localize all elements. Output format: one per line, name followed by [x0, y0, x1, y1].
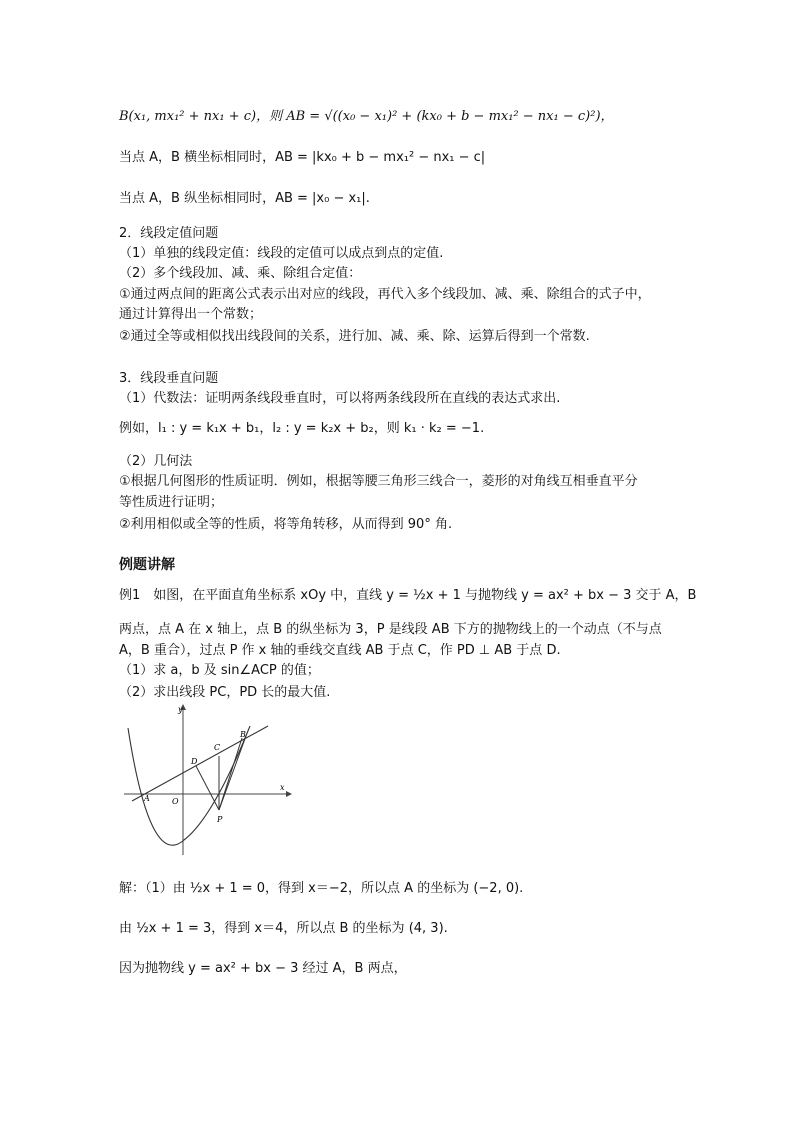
point-p-label: P	[217, 815, 223, 824]
text-line: ②通过全等或相似找出线段间的关系，进行加、减、乘、除、运算后得到一个常数.	[119, 329, 590, 344]
text-line: （2）多个线段加、减、乘、除组合定值：	[119, 266, 362, 281]
text-line: ②利用相似或全等的性质，将等角转移，从而得到 90° 角.	[119, 517, 453, 532]
text-line: 等性质进行证明；	[119, 495, 224, 510]
example-text-line: A，B 重合），过点 P 作 x 轴的垂线交直线 AB 于点 C，作 PD ⊥ AB 于点 D.	[119, 643, 561, 658]
example-text-line: （1）求 a，b 及 sin∠ACP 的值；	[119, 663, 320, 678]
solution-text-line: 解：（1）由 ½x + 1 = 0，得到 x＝−2，所以点 A 的坐标为 (−2, 0).	[119, 881, 524, 896]
example-text-line: 两点，点 A 在 x 轴上，点 B 的纵坐标为 3，P 是线段 AB 下方的抛物线上的一个动点（不与点	[119, 622, 662, 637]
x-axis-label: x	[280, 783, 285, 792]
text-line: ①通过两点间的距离公式表示出对应的线段，再代入多个线段加、减、乘、除组合的式子中，	[119, 287, 651, 302]
parabola-curve	[128, 726, 250, 845]
text-line: （2）几何法	[119, 454, 193, 469]
section-heading: 2．线段定值问题	[119, 226, 219, 241]
text-line: 当点 A，B 横坐标相同时，AB = |kx₀ + b − mx₁² − nx₁ − c|	[119, 150, 486, 165]
example-text-line: 例1 如图，在平面直角坐标系 xOy 中，直线 y = ½x + 1 与抛物线 y = ax² + bx − 3 交于 A，B	[119, 588, 697, 603]
point-b-label: B	[240, 730, 246, 739]
text-line: ①根据几何图形的性质证明．例如，根据等腰三角形三线合一，菱形的对角线互相垂直平分	[119, 474, 638, 489]
text-line: 例如，l₁ : y = k₁x + b₁，l₂ : y = k₂x + b₂，则 k₁ · k₂ = −1.	[119, 421, 485, 436]
origin-label: O	[172, 797, 179, 806]
section-heading-examples: 例题讲解	[119, 557, 175, 573]
segment-pd	[196, 766, 219, 810]
section-heading: 3．线段垂直问题	[119, 371, 219, 386]
text-line: （1）代数法：证明两条线段垂直时，可以将两条线段所在直线的表达式求出.	[119, 391, 561, 406]
point-a-label: A	[144, 794, 150, 803]
text-line: 当点 A，B 纵坐标相同时，AB = |x₀ − x₁|.	[119, 191, 370, 206]
y-axis-label: y	[178, 705, 183, 714]
segment-pb-2	[219, 736, 246, 810]
example-text-line: （2）求出线段 PC，PD 长的最大值.	[119, 685, 331, 700]
solution-text-line: 由 ½x + 1 = 3，得到 x＝4，所以点 B 的坐标为 (4, 3).	[119, 921, 448, 936]
text-line: B(x₁, mx₁² + nx₁ + c)，则 AB = √((x₀ − x₁)² + (kx₀ + b − mx₁² − nx₁ − c)²)，	[119, 109, 614, 124]
x-axis-arrow-icon	[286, 791, 292, 797]
solution-text-line: 因为抛物线 y = ax² + bx − 3 经过 A，B 两点，	[119, 961, 407, 976]
point-c-label: C	[214, 743, 221, 752]
parabola-figure	[118, 700, 293, 860]
text-line: （1）单独的线段定值：线段的定值可以成点到点的定值.	[119, 246, 444, 261]
text-line: 通过计算得出一个常数；	[119, 307, 263, 322]
point-d-label: D	[191, 757, 198, 766]
line-ab	[132, 726, 268, 801]
